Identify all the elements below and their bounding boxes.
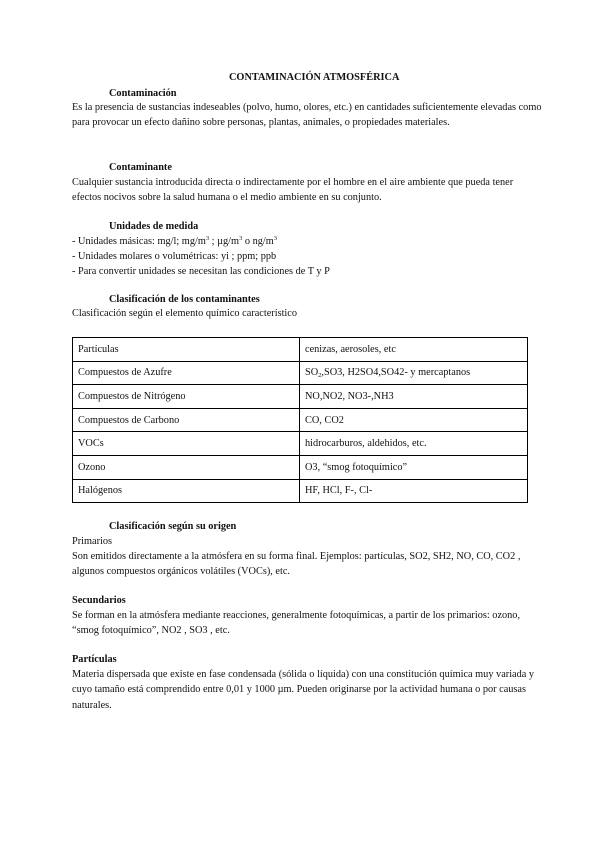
table-row	[73, 479, 528, 503]
units-masicas-b: ; µg/m	[209, 236, 240, 247]
paragraph-contaminante: Cualquier sustancia introducida directa o indirectamente por el hombre en el aire ambiente que pueda tener efectos nocivos sobre la salud humana o el medio ambiente en su conjunto.	[72, 177, 514, 204]
classification-table	[72, 337, 528, 503]
units-sup-3: 3	[273, 235, 278, 242]
sulfur-so: SO	[305, 367, 319, 379]
table-row	[73, 432, 528, 456]
table-cell-name: Compuestos de Carbono	[73, 408, 300, 432]
heading-origen: Clasificación según su origen	[109, 521, 237, 532]
clasificacion-intro: Clasificación según el elemento químico característico	[72, 308, 298, 319]
table-cell-name: Halógenos	[73, 479, 300, 503]
table-row	[73, 361, 528, 385]
table-cell-value: hidrocarburos, aldehidos, etc.	[300, 432, 528, 456]
table-cell-value: HF, HCl, F-, Cl-	[300, 479, 528, 503]
units-line-conversion: - Para convertir unidades se necesitan las condiciones de T y P	[72, 266, 330, 277]
heading-contaminacion: Contaminación	[109, 88, 177, 99]
units-sup-2: 3	[239, 235, 243, 242]
table-row	[73, 455, 528, 479]
units-line-molares: - Unidades molares o volumétricas: yi ; ppm; ppb	[72, 251, 277, 262]
heading-clasificacion: Clasificación de los contaminantes	[109, 294, 260, 305]
table-cell-value: cenizas, aerosoles, etc	[300, 338, 528, 362]
document-title: CONTAMINACIÓN ATMOSFÉRICA	[229, 72, 400, 83]
subheading-primarios: Primarios	[72, 536, 113, 547]
units-masicas-a: - Unidades másicas: mg/l; mg/m	[72, 236, 206, 247]
heading-unidades: Unidades de medida	[109, 221, 199, 232]
heading-particulas: Partículas	[72, 654, 117, 665]
table-cell-name: Ozono	[73, 455, 300, 479]
table-cell-name: Compuestos de Nitrógeno	[73, 385, 300, 409]
table-cell-name: VOCs	[73, 432, 300, 456]
units-sup-1: 3	[205, 235, 210, 242]
paragraph-contaminacion: Es la presencia de sustancias indeseables (polvo, humo, olores, etc.) en cantidades suficientemente elevadas como para provocar un efecto dañino sobre personas, plantas, animales, o propiedades materiales.	[72, 102, 542, 129]
heading-contaminante: Contaminante	[109, 162, 172, 173]
sulfur-rest: ,SO3, H2SO4,SO42- y mercaptanos	[321, 367, 471, 379]
units-masicas-c: o ng/m	[242, 236, 274, 247]
units-line-masicas	[72, 234, 277, 249]
table-cell-value-sulfur	[300, 361, 528, 385]
table-cell-value: NO,NO2, NO3-,NH3	[300, 385, 528, 409]
table-cell-value: CO, CO2	[300, 408, 528, 432]
table-cell-name: Partículas	[73, 338, 300, 362]
paragraph-secundarios: Se forman en la atmósfera mediante reacciones, generalmente fotoquímicas, a partir de los primarios: ozono, “smog fotoquímico”, NO2 , SO3 , etc.	[72, 610, 521, 637]
table-row	[73, 385, 528, 409]
table-row	[73, 338, 528, 362]
sulfur-sub: 2	[318, 372, 322, 380]
table-cell-name: Compuestos de Azufre	[73, 361, 300, 385]
table-row	[73, 408, 528, 432]
table-cell-value: O3, “smog fotoquímico”	[300, 455, 528, 479]
paragraph-particulas: Materia dispersada que existe en fase condensada (sólida o líquida) con una constitución química muy variada y cuyo tamaño está comprendido entre 0,01 y 1000 µm. Pueden originarse por la actividad humana o por causas naturales.	[72, 669, 535, 711]
paragraph-primarios: Son emitidos directamente a la atmósfera en su forma final. Ejemplos: partículas, SO2, SH2, NO, CO, CO2 , algunos compuestos orgánicos volátiles (VOCs), etc.	[72, 551, 521, 578]
heading-secundarios: Secundarios	[72, 595, 126, 606]
